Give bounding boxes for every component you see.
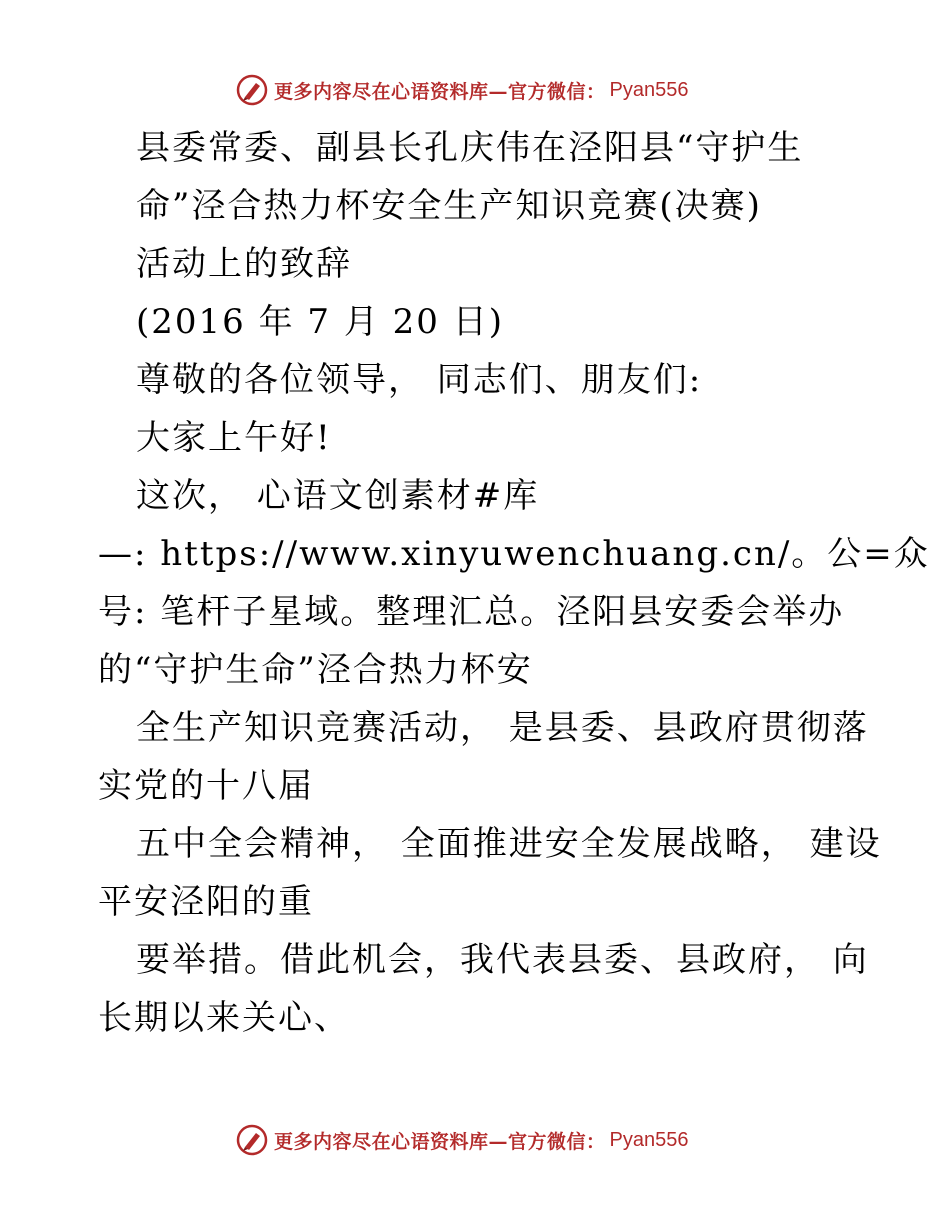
title-line-1: 县委常委、副县长孔庆伟在泾阳县“守护生 (136, 128, 804, 168)
pen-logo-icon (236, 74, 268, 106)
body-line-1: 这次， 心语文创素材#库 (136, 476, 540, 516)
body-line-10: 长期以来关心、 (98, 998, 350, 1038)
pen-logo-icon (236, 1124, 268, 1156)
footer-watermark (236, 1122, 688, 1158)
body-line-3: 号: 笔杆子星域。整理汇总。泾阳县安委会举办 (98, 592, 845, 632)
body-line-2: —: https://www.xinyuwenchuang.cn/。公=众 (98, 534, 930, 574)
body-line-7: 五中全会精神， 全面推进安全发展战略， 建设 (136, 824, 882, 864)
body-line-4: 的“守护生命”泾合热力杯安 (98, 650, 533, 690)
header-watermark (236, 72, 688, 108)
watermark-text: 更多内容尽在心语资料库—官方微信： (274, 80, 606, 103)
body-line-8: 平安泾阳的重 (98, 882, 314, 922)
body-line-6: 实党的十八届 (98, 766, 314, 806)
date-line: (2016 年 7 月 20 日) (136, 302, 504, 342)
watermark-text: 更多内容尽在心语资料库—官方微信： (274, 1130, 606, 1153)
title-line-3: 活动上的致辞 (136, 244, 352, 284)
body-line-5: 全生产知识竞赛活动， 是县委、县政府贯彻落 (136, 708, 869, 748)
watermark-wechat-id: Pyan556 (609, 78, 689, 101)
greeting-line: 大家上午好! (136, 418, 332, 458)
watermark-wechat-id: Pyan556 (609, 1128, 689, 1151)
title-line-2: 命”泾合热力杯安全生产知识竞赛(决赛) (136, 186, 762, 226)
salutation-line: 尊敬的各位领导， 同志们、朋友们: (136, 360, 703, 400)
body-line-9: 要举措。借此机会，我代表县委、县政府， 向 (136, 940, 869, 980)
